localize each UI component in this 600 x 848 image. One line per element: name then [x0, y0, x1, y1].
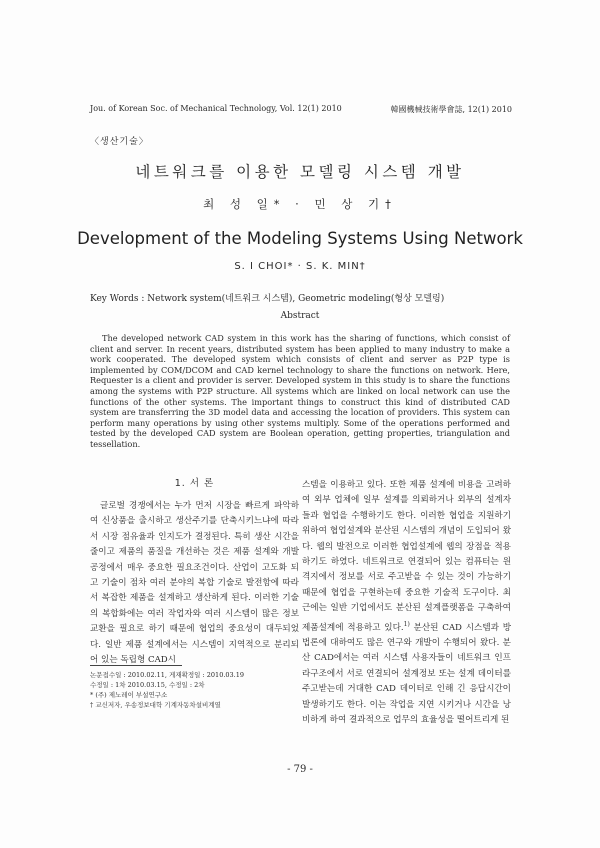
intro-paragraph-left: 글로벌 경쟁에서는 누가 먼저 시장을 빠르게 파악하여 신상품을 출시하고 생산주기를 단축시키느냐에 따라서 시장 점유율과 인지도가 결정된다. 특히 생산 시간을 줄이고 제품의 품질을 개선하는 것은 제품 설계와 개발 공정에서 매우 중요한 필요조건이다. 산업이 고도화 되고 기술이 점차 여러 분야의 복합 기술로 발전함에 따라서 복잡한 제품을 설계하고 생산하게 된다. 이러한 기술의 복합화에는 여러 작업자와 여러 시스템이 많은 정보교환을 필요로 하기 때문에 협업의 중요성이 대두되었다. 일반 제품 설계에서는 시스템이 지역적으로 분리되어 있는 독립형 CAD시 [90, 501, 299, 666]
section-heading: 1. 서 론 [174, 478, 215, 489]
body-column-left [90, 478, 299, 668]
intro-text-part-1: 스템을 이용하고 있다. 또한 제품 설계에 비용을 고려하여 외부 업체에 일부 설계를 의뢰하거나 외부의 설계자들과 협업을 수행하기도 한다. 이러한 협업을 지원하기 위하여 협업설계와 분산된 시스템의 개념이 도입되어 왔다. 웹의 발전으로 이러한 협업설계에 웹의 장점을 적용하기도 하였다. 네트워크로 연결되어 있는 컴퓨터는 원격지에서 정보를 서로 주고받을 수 있는 것이 가능하기 때문에 협업을 구현하는데 중요한 기술적 도구이다. 최근에는 일반 기업에서도 분산된 설계플랫폼을 구축하여 제품설계에 적용하고 있다. [302, 480, 511, 633]
footnote-divider [90, 665, 182, 666]
title-korean: 네트워크를 이용한 모델링 시스템 개발 [135, 163, 465, 181]
intro-text-part-2: 분산된 CAD 시스템과 방법론에 대하여도 많은 연구와 개발이 수행되어 왔다. 분산 CAD에서는 여러 시스템 사용자들이 네트워크 인프라구조에서 서로 연결되어 설계정보 또는 설계 데이터를 주고받는데 거대한 CAD 데이터로 인해 긴 응답시간이 발생하기도 한다. 이는 작업을 지연 시키거나 시간을 낭비하게 하여 결과적으로 업무의 효율성을 떨어트리게 된 [302, 622, 512, 725]
footnotes [90, 670, 244, 710]
authors-korean: 최 성 일* · 민 상 기† [203, 197, 397, 211]
footnote-corresponding: † 교신저자, 우송정보대학 기계자동차설비계열 [90, 701, 221, 709]
abstract-heading: Abstract [280, 311, 320, 321]
reference-marker: 1) [403, 620, 410, 628]
title-english: Development of the Modeling Systems Using Network [77, 229, 523, 248]
category-label: 〈생산기술〉 [90, 137, 149, 147]
abstract-text: The developed network CAD system in this work has the sharing of functions, which consist of client and server. In recent years, distributed system has been applied to many industry to make a work cooperated. The developed system which consists of client and server as P2P type is implemented by COM/DCOM and CAD kernel technology to share the functions on network. Here, Requester is a client and provider is server. Developed system in this study is to share the functions among the systems with P2P structure. All systems which are linked on local network can use the functions of the other systems. The important things to construct this kind of distributed CAD system are transferring the 3D model data and accessing the location of providers. This system can perform many operations by using other systems multiply. Some of the operations performed and tested by the developed CAD system are Boolean operation, getting properties, triangulation and tessellation. [90, 333, 510, 449]
footnote-affiliation: * (주) 제노레이 부설연구소 [90, 691, 168, 699]
footnote-dates: 논문접수일 : 2010.02.11, 게재확정일 : 2010.03.19 [90, 671, 244, 679]
authors-english: S. I CHOI* · S. K. MIN† [234, 261, 366, 272]
body-column-right [302, 478, 511, 728]
page-number: - 79 - [287, 764, 313, 775]
journal-header-en: Jou. of Korean Soc. of Mechanical Technology, Vol. 12(1) 2010 [90, 104, 342, 113]
intro-paragraph-right [302, 478, 511, 728]
footnote-revision: 수정일 : 1차 2010.03.15, 수정일 : 2차 [90, 681, 205, 689]
keywords: Key Words : Network system(네트워크 시스템), Geometric modeling(형상 모델링) [90, 294, 445, 304]
journal-header-ko: 韓國機械技術學會誌, 12(1) 2010 [390, 105, 512, 114]
